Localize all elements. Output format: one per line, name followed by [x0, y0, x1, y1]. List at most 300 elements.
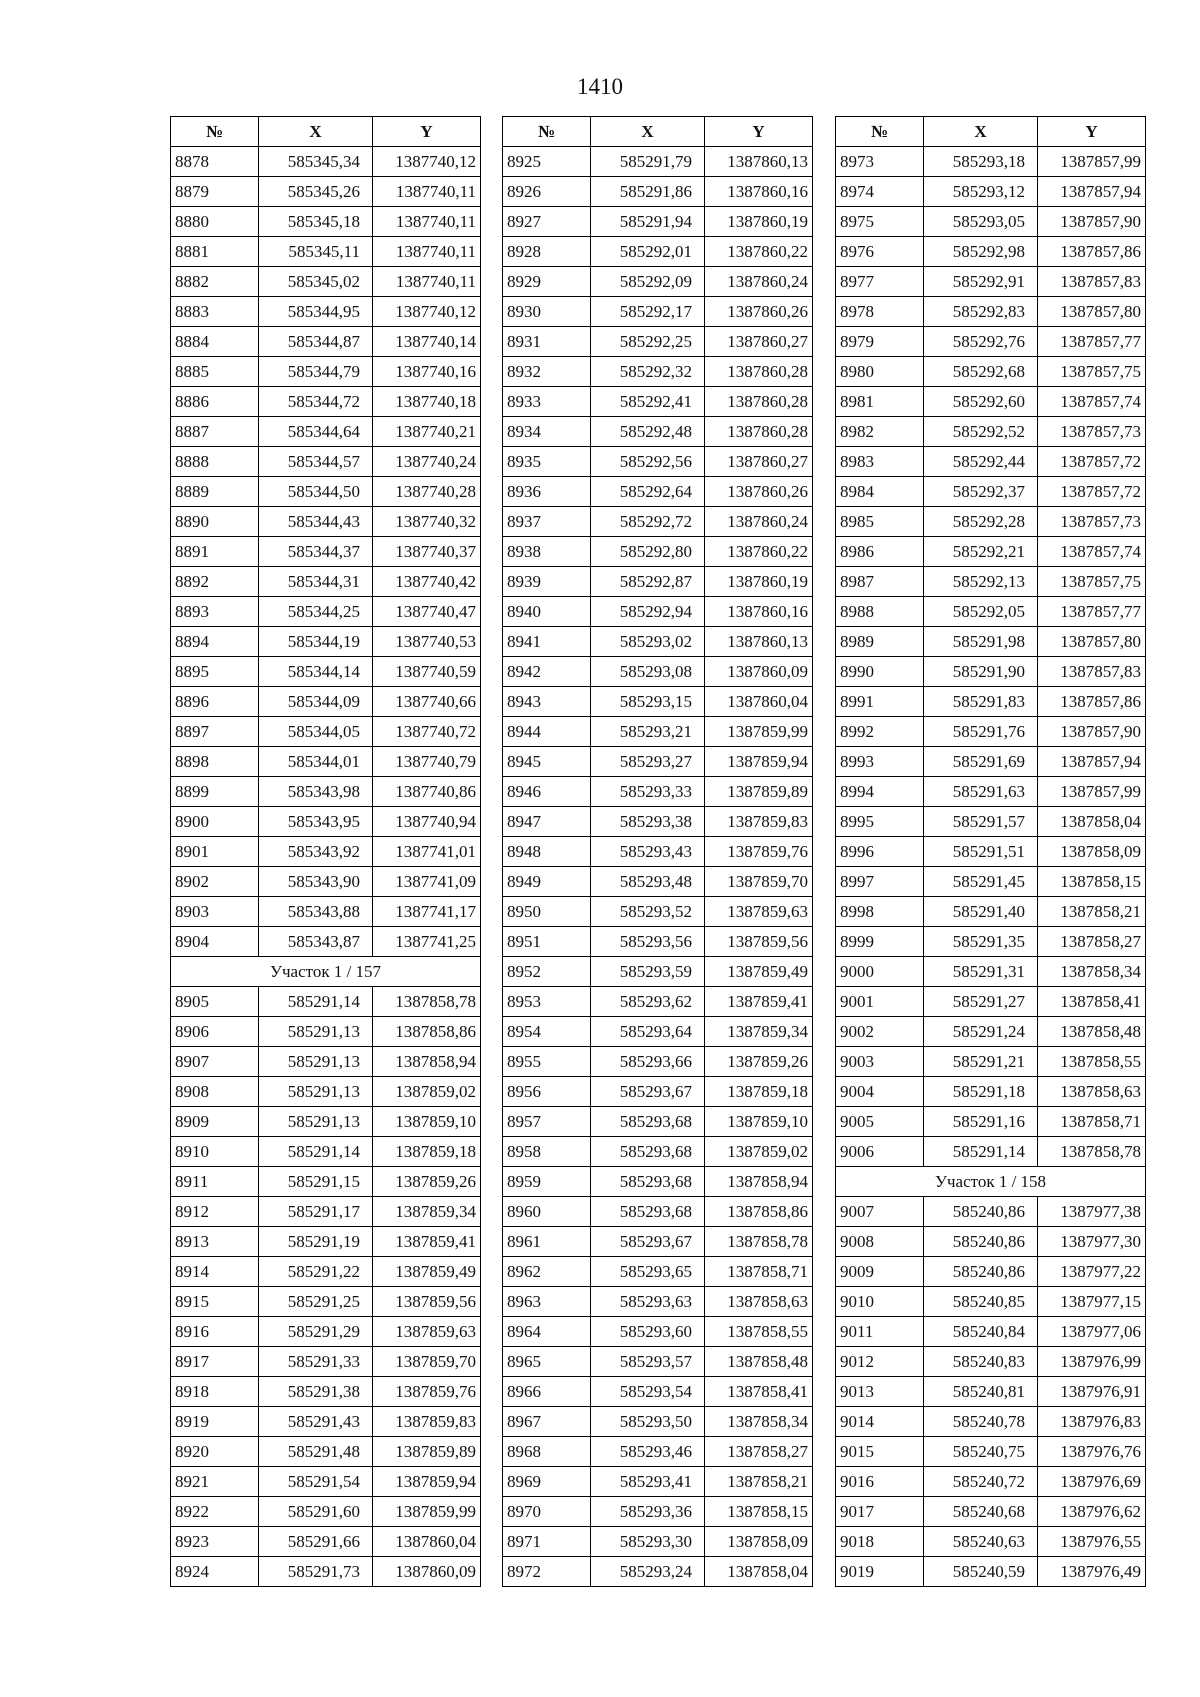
point-number-cell: 8992	[836, 717, 924, 747]
x-coordinate-cell: 585293,64	[591, 1017, 705, 1047]
page-number: 1410	[577, 74, 623, 99]
table-row	[836, 1077, 1146, 1107]
table-row	[836, 147, 1146, 177]
header-y: Y	[373, 117, 481, 147]
point-number-cell: 8954	[503, 1017, 591, 1047]
point-number-cell: 8961	[503, 1227, 591, 1257]
x-coordinate-cell: 585291,35	[924, 927, 1038, 957]
y-coordinate-cell: 1387858,86	[373, 1017, 481, 1047]
x-coordinate-cell: 585293,59	[591, 957, 705, 987]
point-number-cell: 8970	[503, 1497, 591, 1527]
point-number-cell: 9002	[836, 1017, 924, 1047]
table-row	[503, 927, 813, 957]
point-number-cell: 8981	[836, 387, 924, 417]
x-coordinate-cell: 585293,68	[591, 1107, 705, 1137]
y-coordinate-cell: 1387859,83	[705, 807, 813, 837]
point-number-cell: 8911	[171, 1167, 259, 1197]
x-coordinate-cell: 585293,48	[591, 867, 705, 897]
table-row	[171, 1137, 481, 1167]
y-coordinate-cell: 1387741,01	[373, 837, 481, 867]
y-coordinate-cell: 1387740,12	[373, 147, 481, 177]
section-label: Участок 1 / 157	[171, 957, 481, 987]
table-row	[171, 1167, 481, 1197]
x-coordinate-cell: 585291,18	[924, 1077, 1038, 1107]
x-coordinate-cell: 585291,31	[924, 957, 1038, 987]
point-number-cell: 8900	[171, 807, 259, 837]
y-coordinate-cell: 1387857,72	[1038, 447, 1146, 477]
table-row	[171, 1347, 481, 1377]
y-coordinate-cell: 1387859,10	[373, 1107, 481, 1137]
y-coordinate-cell: 1387859,70	[373, 1347, 481, 1377]
point-number-cell: 8950	[503, 897, 591, 927]
x-coordinate-cell: 585291,14	[259, 1137, 373, 1167]
table-row	[503, 687, 813, 717]
y-coordinate-cell: 1387859,89	[705, 777, 813, 807]
x-coordinate-cell: 585345,34	[259, 147, 373, 177]
y-coordinate-cell: 1387858,34	[1038, 957, 1146, 987]
y-coordinate-cell: 1387859,94	[373, 1467, 481, 1497]
table-row	[503, 1107, 813, 1137]
y-coordinate-cell: 1387858,41	[705, 1377, 813, 1407]
table-row	[503, 147, 813, 177]
x-coordinate-cell: 585293,54	[591, 1377, 705, 1407]
y-coordinate-cell: 1387740,42	[373, 567, 481, 597]
y-coordinate-cell: 1387858,04	[705, 1557, 813, 1587]
point-number-cell: 8997	[836, 867, 924, 897]
table-row	[171, 1287, 481, 1317]
x-coordinate-cell: 585293,67	[591, 1227, 705, 1257]
table-row	[503, 267, 813, 297]
table-row	[503, 297, 813, 327]
point-number-cell: 8912	[171, 1197, 259, 1227]
table-row	[171, 747, 481, 777]
table-row	[836, 597, 1146, 627]
y-coordinate-cell: 1387740,11	[373, 267, 481, 297]
x-coordinate-cell: 585292,28	[924, 507, 1038, 537]
table-row	[171, 807, 481, 837]
y-coordinate-cell: 1387857,75	[1038, 357, 1146, 387]
y-coordinate-cell: 1387857,77	[1038, 327, 1146, 357]
y-coordinate-cell: 1387976,83	[1038, 1407, 1146, 1437]
table-row	[503, 447, 813, 477]
point-number-cell: 9018	[836, 1527, 924, 1557]
table-row	[503, 717, 813, 747]
x-coordinate-cell: 585344,19	[259, 627, 373, 657]
y-coordinate-cell: 1387740,11	[373, 237, 481, 267]
table-row	[171, 1257, 481, 1287]
x-coordinate-cell: 585291,90	[924, 657, 1038, 687]
table-row	[171, 1557, 481, 1587]
point-number-cell: 9006	[836, 1137, 924, 1167]
table-row	[503, 657, 813, 687]
x-coordinate-cell: 585291,19	[259, 1227, 373, 1257]
point-number-cell: 8982	[836, 417, 924, 447]
y-coordinate-cell: 1387860,09	[705, 657, 813, 687]
table-row	[503, 1287, 813, 1317]
y-coordinate-cell: 1387859,63	[373, 1317, 481, 1347]
table-header-row	[171, 117, 481, 147]
x-coordinate-cell: 585291,38	[259, 1377, 373, 1407]
point-number-cell: 8933	[503, 387, 591, 417]
x-coordinate-cell: 585344,43	[259, 507, 373, 537]
table-row	[503, 1197, 813, 1227]
x-coordinate-cell: 585291,94	[591, 207, 705, 237]
section-row	[836, 1167, 1146, 1197]
x-coordinate-cell: 585344,72	[259, 387, 373, 417]
y-coordinate-cell: 1387857,73	[1038, 507, 1146, 537]
y-coordinate-cell: 1387858,41	[1038, 987, 1146, 1017]
table-row	[503, 1017, 813, 1047]
point-number-cell: 8971	[503, 1527, 591, 1557]
y-coordinate-cell: 1387740,14	[373, 327, 481, 357]
point-number-cell: 8945	[503, 747, 591, 777]
y-coordinate-cell: 1387858,63	[705, 1287, 813, 1317]
point-number-cell: 8917	[171, 1347, 259, 1377]
x-coordinate-cell: 585291,76	[924, 717, 1038, 747]
table-header-row	[836, 117, 1146, 147]
x-coordinate-cell: 585240,85	[924, 1287, 1038, 1317]
table-row	[503, 327, 813, 357]
table-row	[503, 987, 813, 1017]
table-row	[836, 1557, 1146, 1587]
table-row	[836, 987, 1146, 1017]
x-coordinate-cell: 585292,37	[924, 477, 1038, 507]
y-coordinate-cell: 1387740,18	[373, 387, 481, 417]
x-coordinate-cell: 585344,05	[259, 717, 373, 747]
x-coordinate-cell: 585292,60	[924, 387, 1038, 417]
point-number-cell: 8974	[836, 177, 924, 207]
point-number-cell: 8999	[836, 927, 924, 957]
point-number-cell: 9016	[836, 1467, 924, 1497]
coordinates-table-2	[502, 116, 813, 1587]
point-number-cell: 8896	[171, 687, 259, 717]
y-coordinate-cell: 1387858,15	[1038, 867, 1146, 897]
table-row	[503, 1407, 813, 1437]
x-coordinate-cell: 585240,75	[924, 1437, 1038, 1467]
x-coordinate-cell: 585291,13	[259, 1077, 373, 1107]
table-row	[171, 717, 481, 747]
x-coordinate-cell: 585240,59	[924, 1557, 1038, 1587]
table-row	[171, 1197, 481, 1227]
point-number-cell: 8956	[503, 1077, 591, 1107]
x-coordinate-cell: 585291,29	[259, 1317, 373, 1347]
x-coordinate-cell: 585291,43	[259, 1407, 373, 1437]
table-row	[171, 1077, 481, 1107]
x-coordinate-cell: 585291,57	[924, 807, 1038, 837]
point-number-cell: 8889	[171, 477, 259, 507]
point-number-cell: 8978	[836, 297, 924, 327]
table-row	[836, 627, 1146, 657]
x-coordinate-cell: 585292,41	[591, 387, 705, 417]
table-row	[171, 1467, 481, 1497]
point-number-cell: 8902	[171, 867, 259, 897]
y-coordinate-cell: 1387857,86	[1038, 237, 1146, 267]
y-coordinate-cell: 1387858,55	[705, 1317, 813, 1347]
header-x: X	[259, 117, 373, 147]
y-coordinate-cell: 1387740,53	[373, 627, 481, 657]
table-row	[503, 1227, 813, 1257]
header-number: №	[503, 117, 591, 147]
table-row	[503, 1527, 813, 1557]
x-coordinate-cell: 585291,33	[259, 1347, 373, 1377]
x-coordinate-cell: 585291,24	[924, 1017, 1038, 1047]
y-coordinate-cell: 1387858,27	[705, 1437, 813, 1467]
y-coordinate-cell: 1387740,59	[373, 657, 481, 687]
x-coordinate-cell: 585293,33	[591, 777, 705, 807]
x-coordinate-cell: 585293,46	[591, 1437, 705, 1467]
y-coordinate-cell: 1387740,28	[373, 477, 481, 507]
x-coordinate-cell: 585292,72	[591, 507, 705, 537]
table-row	[503, 897, 813, 927]
x-coordinate-cell: 585293,68	[591, 1137, 705, 1167]
point-number-cell: 8888	[171, 447, 259, 477]
point-number-cell: 8901	[171, 837, 259, 867]
point-number-cell: 8949	[503, 867, 591, 897]
point-number-cell: 8891	[171, 537, 259, 567]
point-number-cell: 8987	[836, 567, 924, 597]
y-coordinate-cell: 1387858,04	[1038, 807, 1146, 837]
y-coordinate-cell: 1387859,34	[373, 1197, 481, 1227]
x-coordinate-cell: 585293,68	[591, 1197, 705, 1227]
table-row	[836, 417, 1146, 447]
point-number-cell: 8890	[171, 507, 259, 537]
point-number-cell: 8991	[836, 687, 924, 717]
table-row	[171, 1047, 481, 1077]
table-row	[503, 567, 813, 597]
y-coordinate-cell: 1387859,18	[373, 1137, 481, 1167]
point-number-cell: 9012	[836, 1347, 924, 1377]
y-coordinate-cell: 1387857,94	[1038, 747, 1146, 777]
point-number-cell: 9017	[836, 1497, 924, 1527]
x-coordinate-cell: 585292,64	[591, 477, 705, 507]
point-number-cell: 8963	[503, 1287, 591, 1317]
y-coordinate-cell: 1387857,74	[1038, 387, 1146, 417]
x-coordinate-cell: 585292,01	[591, 237, 705, 267]
y-coordinate-cell: 1387858,48	[705, 1347, 813, 1377]
y-coordinate-cell: 1387859,99	[373, 1497, 481, 1527]
point-number-cell: 8998	[836, 897, 924, 927]
point-number-cell: 8907	[171, 1047, 259, 1077]
table-row	[171, 567, 481, 597]
table-row	[836, 1197, 1146, 1227]
point-number-cell: 8984	[836, 477, 924, 507]
x-coordinate-cell: 585293,60	[591, 1317, 705, 1347]
point-number-cell: 8909	[171, 1107, 259, 1137]
x-coordinate-cell: 585293,65	[591, 1257, 705, 1287]
x-coordinate-cell: 585240,72	[924, 1467, 1038, 1497]
table-row	[171, 507, 481, 537]
y-coordinate-cell: 1387859,41	[705, 987, 813, 1017]
table-row	[836, 867, 1146, 897]
x-coordinate-cell: 585343,95	[259, 807, 373, 837]
point-number-cell: 9013	[836, 1377, 924, 1407]
y-coordinate-cell: 1387859,99	[705, 717, 813, 747]
point-number-cell: 8934	[503, 417, 591, 447]
x-coordinate-cell: 585291,83	[924, 687, 1038, 717]
y-coordinate-cell: 1387857,90	[1038, 717, 1146, 747]
point-number-cell: 8976	[836, 237, 924, 267]
x-coordinate-cell: 585345,26	[259, 177, 373, 207]
x-coordinate-cell: 585293,15	[591, 687, 705, 717]
point-number-cell: 8972	[503, 1557, 591, 1587]
x-coordinate-cell: 585291,60	[259, 1497, 373, 1527]
y-coordinate-cell: 1387860,24	[705, 507, 813, 537]
y-coordinate-cell: 1387858,48	[1038, 1017, 1146, 1047]
point-number-cell: 8878	[171, 147, 259, 177]
x-coordinate-cell: 585292,98	[924, 237, 1038, 267]
table-row	[503, 1377, 813, 1407]
point-number-cell: 8994	[836, 777, 924, 807]
point-number-cell: 8985	[836, 507, 924, 537]
point-number-cell: 8898	[171, 747, 259, 777]
section-row	[171, 957, 481, 987]
y-coordinate-cell: 1387858,86	[705, 1197, 813, 1227]
x-coordinate-cell: 585293,30	[591, 1527, 705, 1557]
table-row	[171, 597, 481, 627]
table-row	[171, 417, 481, 447]
y-coordinate-cell: 1387741,17	[373, 897, 481, 927]
table-row	[503, 1497, 813, 1527]
x-coordinate-cell: 585293,02	[591, 627, 705, 657]
y-coordinate-cell: 1387860,13	[705, 147, 813, 177]
point-number-cell: 8924	[171, 1557, 259, 1587]
y-coordinate-cell: 1387857,75	[1038, 567, 1146, 597]
y-coordinate-cell: 1387977,38	[1038, 1197, 1146, 1227]
y-coordinate-cell: 1387860,22	[705, 237, 813, 267]
x-coordinate-cell: 585345,02	[259, 267, 373, 297]
point-number-cell: 8969	[503, 1467, 591, 1497]
point-number-cell: 8914	[171, 1257, 259, 1287]
x-coordinate-cell: 585293,41	[591, 1467, 705, 1497]
table-row	[171, 537, 481, 567]
x-coordinate-cell: 585292,80	[591, 537, 705, 567]
point-number-cell: 8958	[503, 1137, 591, 1167]
y-coordinate-cell: 1387977,22	[1038, 1257, 1146, 1287]
x-coordinate-cell: 585293,21	[591, 717, 705, 747]
x-coordinate-cell: 585344,87	[259, 327, 373, 357]
point-number-cell: 9005	[836, 1107, 924, 1137]
table-row	[836, 807, 1146, 837]
section-label: Участок 1 / 158	[836, 1167, 1146, 1197]
x-coordinate-cell: 585343,87	[259, 927, 373, 957]
table-row	[836, 1497, 1146, 1527]
x-coordinate-cell: 585240,63	[924, 1527, 1038, 1557]
x-coordinate-cell: 585240,81	[924, 1377, 1038, 1407]
y-coordinate-cell: 1387858,71	[705, 1257, 813, 1287]
y-coordinate-cell: 1387859,89	[373, 1437, 481, 1467]
y-coordinate-cell: 1387740,47	[373, 597, 481, 627]
x-coordinate-cell: 585291,13	[259, 1107, 373, 1137]
y-coordinate-cell: 1387859,49	[705, 957, 813, 987]
point-number-cell: 8968	[503, 1437, 591, 1467]
y-coordinate-cell: 1387741,09	[373, 867, 481, 897]
x-coordinate-cell: 585343,92	[259, 837, 373, 867]
y-coordinate-cell: 1387857,99	[1038, 777, 1146, 807]
x-coordinate-cell: 585344,50	[259, 477, 373, 507]
y-coordinate-cell: 1387741,25	[373, 927, 481, 957]
table-row	[503, 1167, 813, 1197]
x-coordinate-cell: 585291,14	[924, 1137, 1038, 1167]
y-coordinate-cell: 1387859,63	[705, 897, 813, 927]
x-coordinate-cell: 585292,44	[924, 447, 1038, 477]
header-y: Y	[705, 117, 813, 147]
y-coordinate-cell: 1387859,70	[705, 867, 813, 897]
table-row	[836, 1467, 1146, 1497]
y-coordinate-cell: 1387859,10	[705, 1107, 813, 1137]
y-coordinate-cell: 1387857,90	[1038, 207, 1146, 237]
table-row	[171, 627, 481, 657]
table-row	[171, 327, 481, 357]
y-coordinate-cell: 1387860,28	[705, 357, 813, 387]
y-coordinate-cell: 1387857,83	[1038, 657, 1146, 687]
table-row	[503, 477, 813, 507]
table-row	[836, 747, 1146, 777]
x-coordinate-cell: 585292,25	[591, 327, 705, 357]
point-number-cell: 8944	[503, 717, 591, 747]
point-number-cell: 9000	[836, 957, 924, 987]
point-number-cell: 8973	[836, 147, 924, 177]
table-row	[836, 447, 1146, 477]
point-number-cell: 8983	[836, 447, 924, 477]
x-coordinate-cell: 585240,68	[924, 1497, 1038, 1527]
point-number-cell: 8979	[836, 327, 924, 357]
x-coordinate-cell: 585292,21	[924, 537, 1038, 567]
table-row	[171, 987, 481, 1017]
table-row	[836, 687, 1146, 717]
y-coordinate-cell: 1387858,94	[373, 1047, 481, 1077]
x-coordinate-cell: 585293,63	[591, 1287, 705, 1317]
table-row	[171, 897, 481, 927]
point-number-cell: 8884	[171, 327, 259, 357]
table-row	[836, 777, 1146, 807]
y-coordinate-cell: 1387976,55	[1038, 1527, 1146, 1557]
point-number-cell: 8928	[503, 237, 591, 267]
x-coordinate-cell: 585240,78	[924, 1407, 1038, 1437]
x-coordinate-cell: 585291,86	[591, 177, 705, 207]
y-coordinate-cell: 1387860,28	[705, 417, 813, 447]
table-row	[503, 957, 813, 987]
table-row	[503, 1467, 813, 1497]
x-coordinate-cell: 585343,98	[259, 777, 373, 807]
point-number-cell: 8967	[503, 1407, 591, 1437]
x-coordinate-cell: 585292,52	[924, 417, 1038, 447]
point-number-cell: 8883	[171, 297, 259, 327]
table-row	[171, 267, 481, 297]
table-row	[171, 1377, 481, 1407]
table-row	[171, 927, 481, 957]
table-row	[836, 1227, 1146, 1257]
table-row	[503, 357, 813, 387]
point-number-cell: 8920	[171, 1437, 259, 1467]
y-coordinate-cell: 1387860,04	[373, 1527, 481, 1557]
table-row	[836, 1047, 1146, 1077]
y-coordinate-cell: 1387740,11	[373, 177, 481, 207]
table-row	[836, 1287, 1146, 1317]
table-row	[503, 1317, 813, 1347]
x-coordinate-cell: 585292,94	[591, 597, 705, 627]
x-coordinate-cell: 585291,48	[259, 1437, 373, 1467]
table-row	[171, 147, 481, 177]
y-coordinate-cell: 1387740,94	[373, 807, 481, 837]
point-number-cell: 8905	[171, 987, 259, 1017]
table-row	[171, 1107, 481, 1137]
x-coordinate-cell: 585293,36	[591, 1497, 705, 1527]
x-coordinate-cell: 585291,69	[924, 747, 1038, 777]
table-row	[503, 1437, 813, 1467]
x-coordinate-cell: 585291,13	[259, 1047, 373, 1077]
table-row	[836, 897, 1146, 927]
point-number-cell: 8930	[503, 297, 591, 327]
